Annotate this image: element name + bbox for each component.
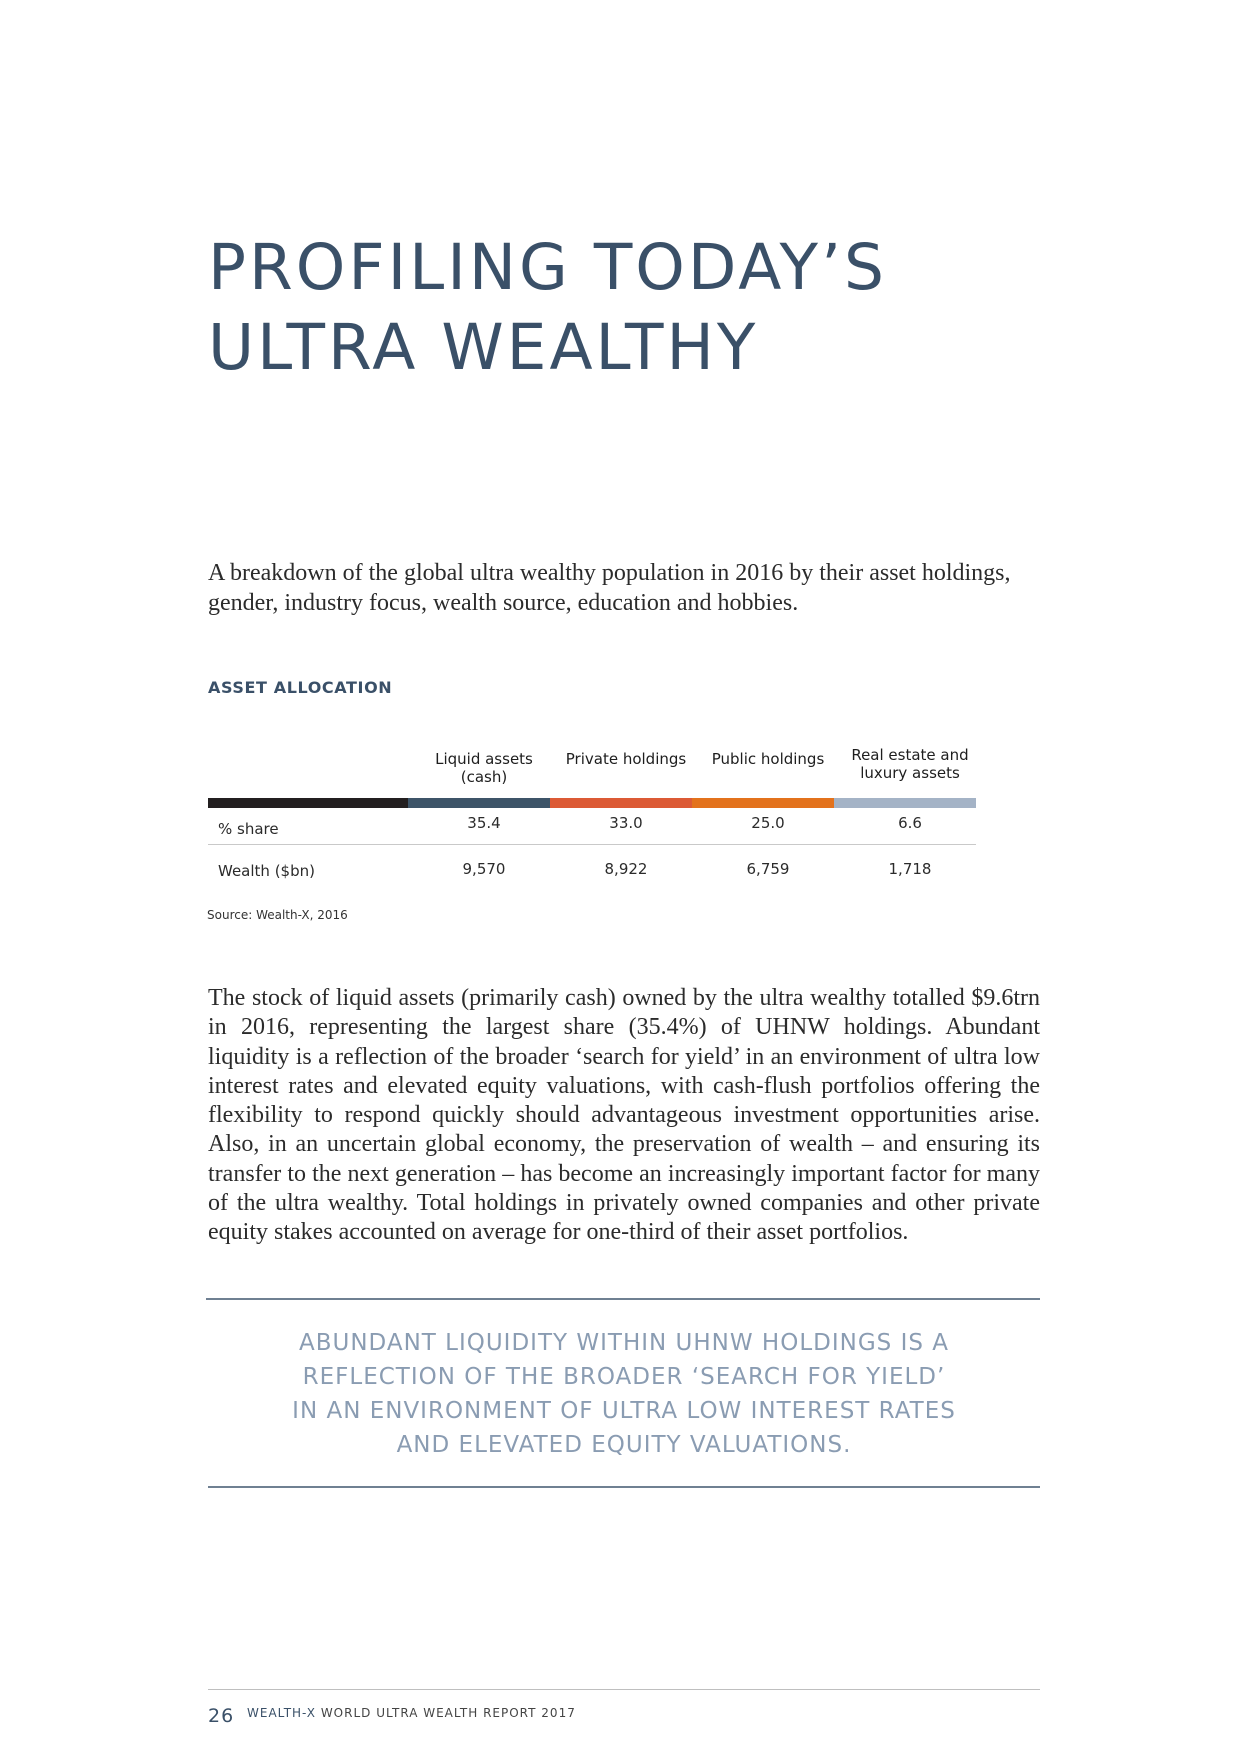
asset-allocation-heading: ASSET ALLOCATION xyxy=(208,678,393,697)
footer-brand: WEALTH-X xyxy=(247,1706,316,1720)
table-cell: 9,570 xyxy=(462,860,506,878)
table-cell: 6.6 xyxy=(898,814,922,832)
column-header-private-holdings: Private holdings xyxy=(565,750,687,768)
footer-report-title xyxy=(247,1706,576,1720)
footer-title-text: WORLD ULTRA WEALTH REPORT 2017 xyxy=(316,1706,576,1720)
column-header-liquid-assets: Liquid assets (cash) xyxy=(435,750,533,786)
row-label-wealth: Wealth ($bn) xyxy=(218,862,315,880)
color-band-liquid-assets xyxy=(408,798,550,808)
source-note: Source: Wealth-X, 2016 xyxy=(207,908,348,922)
footer-divider xyxy=(208,1689,1040,1690)
table-cell: 25.0 xyxy=(751,814,785,832)
color-band xyxy=(208,798,976,808)
table-row-share xyxy=(208,808,976,845)
page-title-line-2: ULTRA WEALTHY xyxy=(208,311,759,384)
color-band-real-estate xyxy=(834,798,976,808)
table-cell: 1,718 xyxy=(888,860,932,878)
pullquote xyxy=(208,1326,1040,1462)
pullquote-top-divider xyxy=(206,1298,1040,1300)
pullquote-line-2: REFLECTION OF THE BROADER ‘SEARCH FOR YIELD’ xyxy=(302,1364,946,1390)
row-label-share: % share xyxy=(218,820,279,838)
table-header-row xyxy=(208,740,976,798)
page-number: 26 xyxy=(208,1705,235,1727)
table-cell: 35.4 xyxy=(467,814,501,832)
intro-paragraph: A breakdown of the global ultra wealthy population in 2016 by their asset holdings, gender, industry focus, wealth source, education and hobbies. xyxy=(208,560,1011,616)
pullquote-line-4: AND ELEVATED EQUITY VALUATIONS. xyxy=(396,1432,852,1458)
pullquote-line-1: ABUNDANT LIQUIDITY WITHIN UHNW HOLDINGS IS A xyxy=(298,1330,949,1356)
table-row-wealth xyxy=(208,845,976,882)
color-band-public-holdings xyxy=(692,798,834,808)
pullquote-bottom-divider xyxy=(208,1486,1040,1488)
pullquote-line-3: IN AN ENVIRONMENT OF ULTRA LOW INTEREST RATES xyxy=(292,1398,956,1424)
column-header-real-estate: Real estate and luxury assets xyxy=(851,746,969,782)
color-band-private-holdings xyxy=(550,798,692,808)
page-title xyxy=(208,228,1108,388)
page-title-line-1: PROFILING TODAY’S xyxy=(208,231,888,304)
body-paragraph: The stock of liquid assets (primarily cash) owned by the ultra wealthy totalled $9.6trn in 2016, representing the largest share (35.4%) of UHNW holdings. Abundant liquidity is a reflection of the broader ‘search for yield’ in an environment of ultra low interest rates and elevated equity valuations, with cash-flush portfolios offering the flexibility to respond quickly should advantageous investment opportunities arise. Also, in an uncertain global economy, the preservation of wealth – and ensuring its transfer to the next generation – has become an increasingly important factor for many of the ultra wealthy. Total holdings in privately owned companies and other private equity stakes accounted on average for one-third of their asset portfolios. xyxy=(208,985,1040,1246)
table-cell: 8,922 xyxy=(604,860,648,878)
table-cell: 6,759 xyxy=(746,860,790,878)
asset-allocation-table xyxy=(208,740,976,882)
column-header-public-holdings: Public holdings xyxy=(711,750,825,768)
color-band-label-segment xyxy=(208,798,408,808)
table-cell: 33.0 xyxy=(609,814,643,832)
